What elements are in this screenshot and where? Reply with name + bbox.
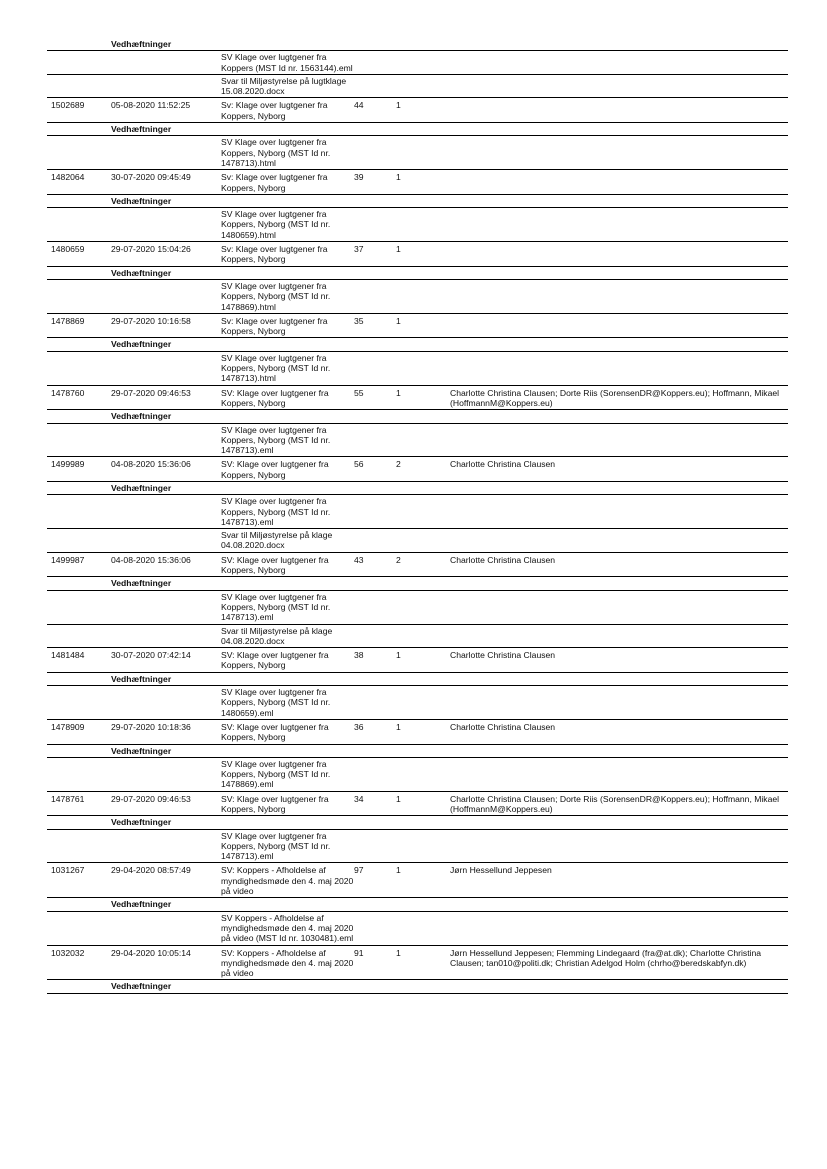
record-recipients (450, 242, 788, 267)
record-id: 1478909 (47, 719, 111, 744)
record-attachment-count: 2 (396, 457, 450, 482)
attachment-row (47, 757, 788, 791)
record-subject: SV: Klage over lugtgener fra Koppers, Nyborg (221, 648, 354, 673)
record-subject: SV: Koppers - Afholdelse af myndighedsmøde den 4. maj 2020 på video (221, 863, 354, 898)
attachments-header-row (47, 194, 788, 207)
attachment-row (47, 529, 788, 553)
attachment-filename: Svar til Miljøstyrelse på klage 04.08.2020.docx (221, 624, 354, 648)
attachments-header-row (47, 266, 788, 279)
record-date: 30-07-2020 09:45:49 (111, 170, 221, 195)
record-row (47, 791, 788, 816)
attachments-label: Vedhæftninger (111, 744, 221, 757)
attachment-filename: SV Klage over lugtgener fra Koppers, Nyborg (MST Id nr. 1478713).html (221, 351, 354, 385)
record-date: 29-04-2020 08:57:49 (111, 863, 221, 898)
record-attachment-count: 1 (396, 98, 450, 123)
record-row (47, 170, 788, 195)
record-subject: Sv: Klage over lugtgener fra Koppers, Nyborg (221, 170, 354, 195)
record-row (47, 648, 788, 673)
attachments-label: Vedhæftninger (111, 38, 221, 51)
record-recipients (450, 98, 788, 123)
record-attachment-count: 1 (396, 170, 450, 195)
record-id: 1478761 (47, 791, 111, 816)
record-id: 1499987 (47, 552, 111, 577)
record-date: 29-07-2020 09:46:53 (111, 385, 221, 410)
record-row (47, 313, 788, 338)
record-size: 97 (354, 863, 396, 898)
record-row (47, 385, 788, 410)
attachment-row (47, 351, 788, 385)
record-size: 39 (354, 170, 396, 195)
record-id: 1032032 (47, 945, 111, 980)
attachment-filename: SV Klage over lugtgener fra Koppers, Nyborg (MST Id nr. 1478713).eml (221, 590, 354, 624)
record-attachment-count: 1 (396, 242, 450, 267)
record-date: 29-07-2020 10:18:36 (111, 719, 221, 744)
record-date: 04-08-2020 15:36:06 (111, 552, 221, 577)
record-date: 29-04-2020 10:05:14 (111, 945, 221, 980)
attachments-label: Vedhæftninger (111, 266, 221, 279)
record-subject: Sv: Klage over lugtgener fra Koppers, Nyborg (221, 242, 354, 267)
attachment-row (47, 208, 788, 242)
record-recipients (450, 313, 788, 338)
attachments-header-row (47, 672, 788, 685)
record-size: 37 (354, 242, 396, 267)
attachments-label: Vedhæftninger (111, 194, 221, 207)
attachment-filename: SV Klage over lugtgener fra Koppers, Nyborg (MST Id nr. 1478713).html (221, 136, 354, 170)
attachments-header-row (47, 38, 788, 51)
record-date: 29-07-2020 15:04:26 (111, 242, 221, 267)
record-subject: SV: Koppers - Afholdelse af myndighedsmøde den 4. maj 2020 på video (221, 945, 354, 980)
record-size: 38 (354, 648, 396, 673)
record-recipients: Jørn Hessellund Jeppesen; Flemming Lindegaard (fra@at.dk); Charlotte Christina Clausen; tan010@politi.dk; Christian Adelgod Holm (chrho@beredskabfyn.dk) (450, 945, 788, 980)
attachment-filename: SV Koppers - Afholdelse af myndighedsmøde den 4. maj 2020 på video (MST Id nr. 1030481).eml (221, 912, 354, 944)
record-size: 35 (354, 313, 396, 338)
record-recipients: Charlotte Christina Clausen; Dorte Riis (SorensenDR@Koppers.eu); Hoffmann, Mikael (HoffmannM@Koppers.eu) (450, 791, 788, 816)
attachments-label: Vedhæftninger (111, 338, 221, 351)
record-subject: Sv: Klage over lugtgener fra Koppers, Nyborg (221, 313, 354, 338)
record-row (47, 552, 788, 577)
record-size: 91 (354, 945, 396, 980)
record-subject: SV: Klage over lugtgener fra Koppers, Nyborg (221, 719, 354, 744)
attachment-row (47, 51, 788, 75)
attachment-filename: SV Klage over lugtgener fra Koppers, Nyborg (MST Id nr. 1478713).eml (221, 495, 354, 529)
record-row (47, 945, 788, 980)
record-subject: SV: Klage over lugtgener fra Koppers, Nyborg (221, 791, 354, 816)
attachments-header-row (47, 481, 788, 494)
record-row (47, 719, 788, 744)
record-recipients: Charlotte Christina Clausen (450, 648, 788, 673)
record-subject: SV: Klage over lugtgener fra Koppers, Nyborg (221, 552, 354, 577)
record-date: 29-07-2020 09:46:53 (111, 791, 221, 816)
record-size: 55 (354, 385, 396, 410)
attachment-filename: Svar til Miljøstyrelse på klage 04.08.2020.docx (221, 529, 354, 553)
attachments-header-row (47, 410, 788, 423)
record-size: 56 (354, 457, 396, 482)
attachment-filename: SV Klage over lugtgener fra Koppers, Nyborg (MST Id nr. 1478869).eml (221, 757, 354, 791)
attachments-header-row (47, 744, 788, 757)
record-id: 1481484 (47, 648, 111, 673)
attachments-header-row (47, 338, 788, 351)
attachments-label: Vedhæftninger (111, 980, 221, 993)
attachment-filename: Svar til Miljøstyrelse på lugtklage 15.08.2020.docx (221, 74, 354, 98)
record-id: 1478869 (47, 313, 111, 338)
record-size: 43 (354, 552, 396, 577)
record-attachment-count: 1 (396, 385, 450, 410)
attachment-row (47, 686, 788, 720)
record-attachment-count: 1 (396, 719, 450, 744)
record-attachment-count: 1 (396, 791, 450, 816)
record-recipients: Jørn Hessellund Jeppesen (450, 863, 788, 898)
attachment-filename: SV Klage over lugtgener fra Koppers, Nyborg (MST Id nr. 1478713).eml (221, 423, 354, 457)
record-size: 36 (354, 719, 396, 744)
attachment-row (47, 74, 788, 98)
record-recipients: Charlotte Christina Clausen (450, 719, 788, 744)
attachment-filename: SV Klage over lugtgener fra Koppers, Nyborg (MST Id nr. 1480659).html (221, 208, 354, 242)
record-recipients: Charlotte Christina Clausen (450, 457, 788, 482)
record-size: 34 (354, 791, 396, 816)
record-id: 1031267 (47, 863, 111, 898)
attachment-filename: SV Klage over lugtgener fra Koppers, Nyborg (MST Id nr. 1480659).eml (221, 686, 354, 720)
attachment-filename: SV Klage over lugtgener fra Koppers (MST Id nr. 1563144).eml (221, 52, 353, 73)
attachments-header-row (47, 898, 788, 911)
record-date: 05-08-2020 11:52:25 (111, 98, 221, 123)
attachments-label: Vedhæftninger (111, 816, 221, 829)
record-row (47, 863, 788, 898)
attachment-row (47, 624, 788, 648)
document-table (47, 38, 788, 994)
record-attachment-count: 2 (396, 552, 450, 577)
attachment-filename: SV Klage over lugtgener fra Koppers, Nyborg (MST Id nr. 1478713).eml (221, 829, 354, 863)
record-size: 44 (354, 98, 396, 123)
record-recipients: Charlotte Christina Clausen (450, 552, 788, 577)
record-attachment-count: 1 (396, 313, 450, 338)
attachments-label: Vedhæftninger (111, 672, 221, 685)
attachment-row (47, 279, 788, 313)
journal-listing (47, 38, 788, 994)
record-row (47, 98, 788, 123)
attachments-label: Vedhæftninger (111, 123, 221, 136)
record-date: 04-08-2020 15:36:06 (111, 457, 221, 482)
attachments-label: Vedhæftninger (111, 481, 221, 494)
attachment-row (47, 829, 788, 863)
record-attachment-count: 1 (396, 863, 450, 898)
table-body (47, 38, 788, 993)
attachment-row (47, 136, 788, 170)
attachment-row (47, 590, 788, 624)
attachment-row (47, 911, 788, 945)
attachment-row (47, 495, 788, 529)
record-row (47, 242, 788, 267)
record-date: 29-07-2020 10:16:58 (111, 313, 221, 338)
attachment-filename: SV Klage over lugtgener fra Koppers, Nyborg (MST Id nr. 1478869).html (221, 279, 354, 313)
record-id: 1478760 (47, 385, 111, 410)
record-id: 1502689 (47, 98, 111, 123)
attachments-header-row (47, 123, 788, 136)
attachments-header-row (47, 980, 788, 993)
attachments-label: Vedhæftninger (111, 898, 221, 911)
attachment-row (47, 423, 788, 457)
attachments-header-row (47, 577, 788, 590)
attachments-label: Vedhæftninger (111, 577, 221, 590)
record-id: 1480659 (47, 242, 111, 267)
record-row (47, 457, 788, 482)
attachments-label: Vedhæftninger (111, 410, 221, 423)
record-date: 30-07-2020 07:42:14 (111, 648, 221, 673)
record-recipients: Charlotte Christina Clausen; Dorte Riis (SorensenDR@Koppers.eu); Hoffmann, Mikael (HoffmannM@Koppers.eu) (450, 385, 788, 410)
record-id: 1499989 (47, 457, 111, 482)
record-subject: Sv: Klage over lugtgener fra Koppers, Nyborg (221, 98, 354, 123)
record-recipients (450, 170, 788, 195)
attachments-header-row (47, 816, 788, 829)
record-attachment-count: 1 (396, 648, 450, 673)
record-subject: SV: Klage over lugtgener fra Koppers, Nyborg (221, 385, 354, 410)
record-id: 1482064 (47, 170, 111, 195)
record-attachment-count: 1 (396, 945, 450, 980)
record-subject: SV: Klage over lugtgener fra Koppers, Nyborg (221, 457, 354, 482)
